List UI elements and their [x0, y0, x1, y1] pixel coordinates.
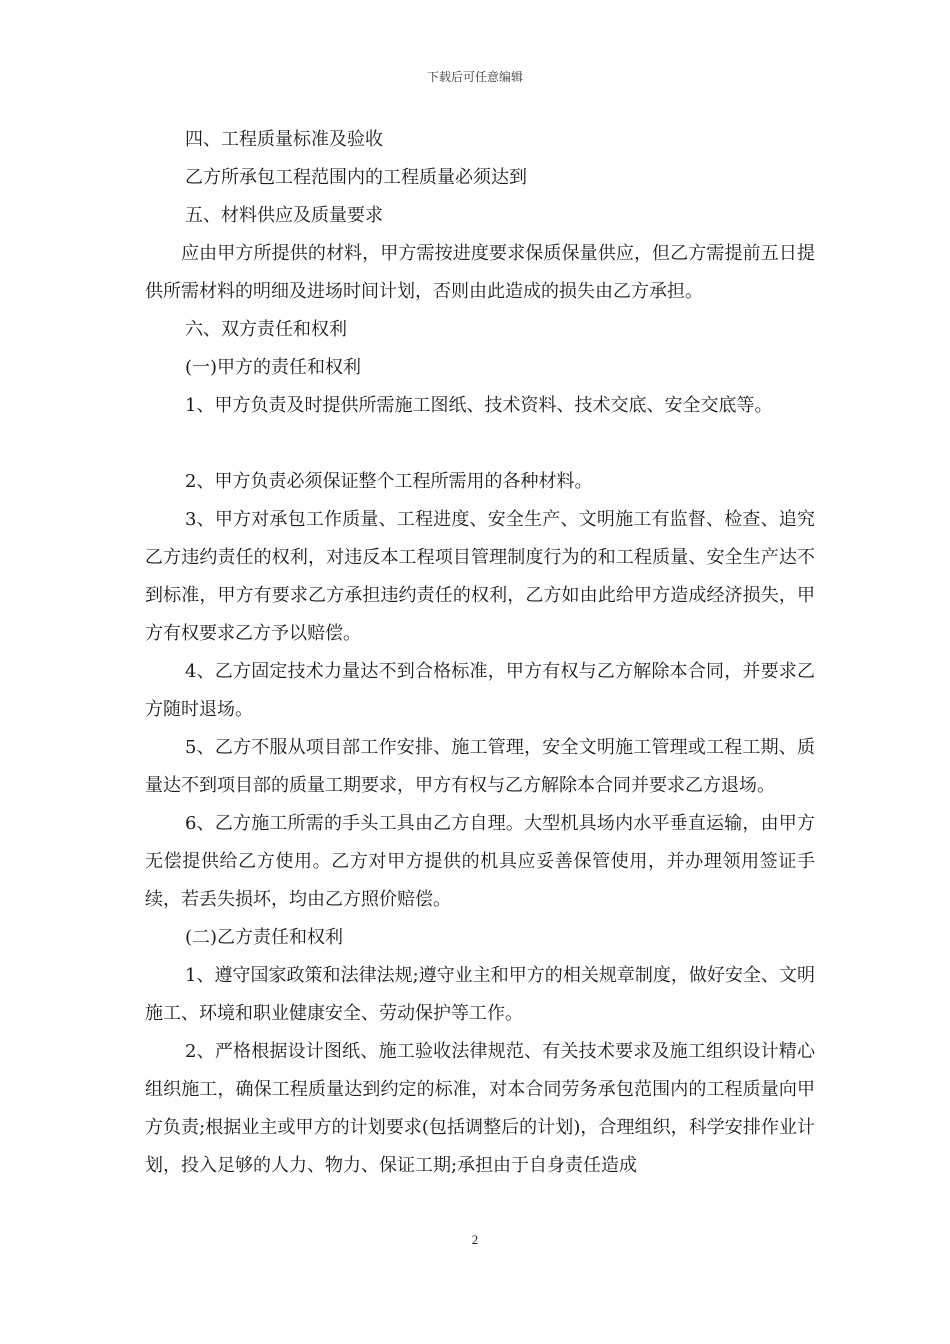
document-body	[145, 121, 815, 1185]
clause-b1: 1、遵守国家政策和法律法规;遵守业主和甲方的相关规章制度，做好安全、文明施工、环境和职业健康安全、劳动保护等工作。	[145, 965, 815, 1024]
paragraph-material-supply: 应由甲方所提供的材料，甲方需按进度要求保质保量供应，但乙方需提前五日提供所需材料的明细及进场时间计划，否则由此造成的损失由乙方承担。	[145, 243, 815, 302]
clause-a1: 1、甲方负责及时提供所需施工图纸、技术资料、技术交底、安全交底等。	[185, 395, 773, 416]
blank-spacer	[145, 425, 815, 463]
page-number: 2	[471, 1232, 479, 1247]
clause-a5: 5、乙方不服从项目部工作安排、施工管理，安全文明施工管理或工程工期、质量达不到项目部的质量工期要求，甲方有权与乙方解除本合同并要求乙方退场。	[145, 737, 815, 796]
section-heading-6: 六、双方责任和权利	[185, 319, 347, 340]
clause-a6: 6、乙方施工所需的手头工具由乙方自理。大型机具场内水平垂直运输，由甲方无偿提供给乙方使用。乙方对甲方提供的机具应妥善保管使用，并办理领用签证手续，若丢失损坏，均由乙方照价赔偿。	[145, 813, 815, 910]
subsection-heading-party-b: (二)乙方责任和权利	[185, 927, 344, 948]
section-heading-4: 四、工程质量标准及验收	[185, 129, 383, 150]
section-heading-5: 五、材料供应及质量要求	[185, 205, 383, 226]
clause-a3: 3、甲方对承包工作质量、工程进度、安全生产、文明施工有监督、检查、追究乙方违约责任的权利，对违反本工程项目管理制度行为的和工程质量、安全生产达不到标准，甲方有要求乙方承担违约责任的权利，乙方如由此给甲方造成经济损失，甲方有权要求乙方予以赔偿。	[145, 509, 815, 644]
paragraph-quality-standard: 乙方所承包工程范围内的工程质量必须达到	[185, 167, 527, 188]
clause-b2: 2、严格根据设计图纸、施工验收法律规范、有关技术要求及施工组织设计精心组织施工，确保工程质量达到约定的标准，对本合同劳务承包范围内的工程质量向甲方负责;根据业主或甲方的计划要求(包括调整后的计划)，合理组织，科学安排作业计划，投入足够的人力、物力、保证工期;承担由于自身责任造成	[145, 1041, 815, 1176]
clause-a2: 2、甲方负责必须保证整个工程所需用的各种材料。	[185, 471, 593, 492]
subsection-heading-party-a: (一)甲方的责任和权利	[185, 357, 362, 378]
clause-a4: 4、乙方固定技术力量达不到合格标准，甲方有权与乙方解除本合同，并要求乙方随时退场。	[145, 661, 815, 720]
page-header: 下载后可任意编辑	[426, 70, 523, 84]
